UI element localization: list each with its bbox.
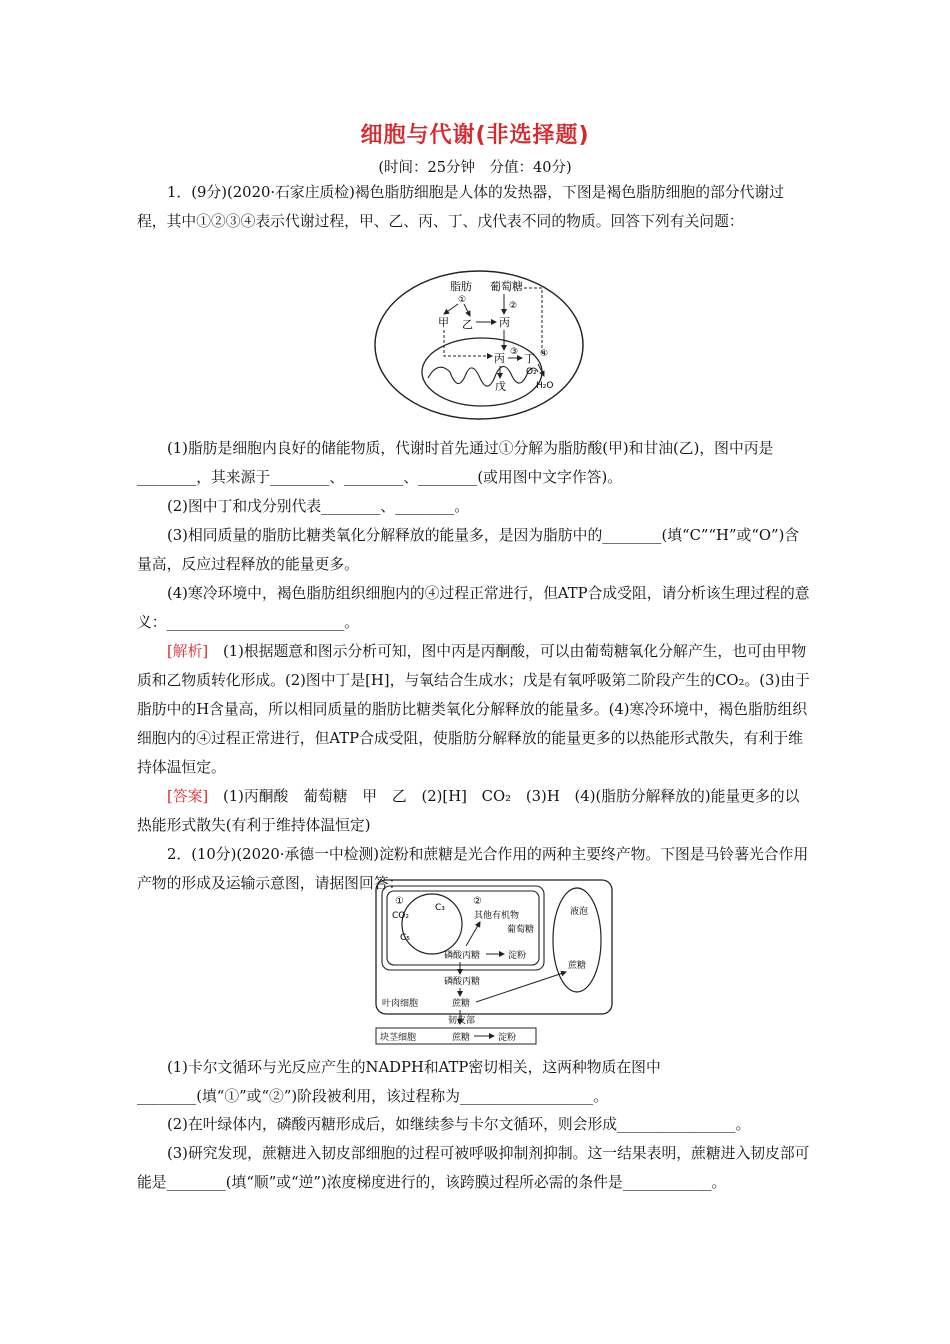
bing-label: 丙 bbox=[499, 316, 510, 329]
q2-sub1: (1)卡尔文循环与光反应产生的NADPH和ATP密切相关，这两种物质在图中________(填“①”或“②”)阶段被利用，该过程称为__________________。 bbox=[137, 1059, 661, 1105]
cell-outline bbox=[375, 271, 583, 419]
q1-sub3: (3)相同质量的脂肪比糖类氧化分解释放的能量多，是因为脂肪中的________(填“C”“H”或“O”)含量高，反应过程释放的能量更多。 bbox=[137, 527, 800, 573]
starch-1-label: 淀粉 bbox=[508, 951, 527, 961]
co2-label: CO₂ bbox=[392, 911, 409, 921]
question-1-stem: 1．(9分)(2020·石家庄质检)褐色脂肪细胞是人体的发热器，下图是褐色脂肪细胞的部分代谢过程，其中①②③④表示代谢过程，甲、乙、丙、丁、戊代表不同的物质。回答下列有关问题： bbox=[137, 184, 784, 230]
process-4-label: ④ bbox=[540, 349, 549, 359]
stage-1-label: ① bbox=[395, 896, 404, 907]
process-1-label: ① bbox=[458, 295, 467, 305]
brown-fat-cell-diagram bbox=[372, 268, 586, 422]
page-title: 细胞与代谢(非选择题) bbox=[360, 123, 590, 148]
c3-label: C₃ bbox=[435, 903, 445, 913]
q1-sub1: (1)脂肪是细胞内良好的储能物质，代谢时首先通过①分解为脂肪酸(甲)和甘油(乙)，图中丙是________，其来源于________、________、________(或用图中文字作答)。 bbox=[137, 440, 774, 486]
c5-label: C₅ bbox=[400, 933, 410, 943]
tuber-starch-label: 淀粉 bbox=[498, 1033, 517, 1043]
page-subtitle: (时间：25分钟 分值：40分) bbox=[378, 160, 572, 176]
h2o-label: H₂O bbox=[536, 381, 554, 391]
calvin-cycle bbox=[402, 894, 462, 954]
jia-label: 甲 bbox=[438, 316, 449, 329]
mitochondrion-cristae bbox=[428, 366, 538, 386]
yi-label: 乙 bbox=[462, 318, 473, 331]
triose-phosphate-1-label: 磷酸丙糖 bbox=[444, 951, 481, 961]
triose-phosphate-2-label: 磷酸丙糖 bbox=[444, 977, 481, 987]
wu-label: 戊 bbox=[495, 380, 506, 393]
vacuole-outline bbox=[553, 888, 601, 992]
o2-label: O₂ bbox=[526, 367, 537, 377]
tuber-sucrose-label: 蔗糖 bbox=[452, 1033, 471, 1043]
glucose-label-2: 葡萄糖 bbox=[507, 925, 535, 935]
process-3-label: ③ bbox=[510, 347, 519, 357]
q1-analysis bbox=[137, 637, 813, 782]
stage-2-label: ② bbox=[473, 896, 482, 907]
q2-sub2: (2)在叶绿体内，磷酸丙糖形成后，如继续参与卡尔文循环，则会形成________________。 bbox=[167, 1116, 751, 1133]
vacuole-sucrose-label: 蔗糖 bbox=[568, 961, 587, 971]
mesophyll-cell-box bbox=[376, 880, 612, 1014]
q1-sub4: (4)寒冷环境中，褐色脂肪组织细胞内的④过程正常进行，但ATP合成受阻，请分析该生理过程的意义：________________________。 bbox=[137, 585, 810, 631]
glucose-label: 葡萄糖 bbox=[490, 280, 523, 293]
fat-label: 脂肪 bbox=[450, 280, 472, 293]
potato-photosynthesis-diagram bbox=[370, 878, 616, 1046]
answer-tag: [答案] bbox=[167, 788, 209, 805]
vacuole-label: 液泡 bbox=[570, 907, 589, 917]
ding-label: 丁 bbox=[524, 352, 535, 365]
question-2-stem: 2．(10分)(2020·承德一中检测)淀粉和蔗糖是光合作用的两种主要终产物。下图是马铃薯光合作用产物的形成及运输示意图，请据图回答： bbox=[137, 846, 809, 892]
process-2-label: ② bbox=[509, 301, 518, 311]
sucrose-label: 蔗糖 bbox=[452, 999, 471, 1009]
answer-text: (1)丙酮酸 葡萄糖 甲 乙 (2)[H] CO₂ (3)H (4)(脂肪分解释放的)能量更多的以热能形式散失(有利于维持体温恒定) bbox=[137, 788, 800, 834]
mesophyll-cell-label: 叶肉细胞 bbox=[382, 999, 419, 1009]
q1-answer bbox=[137, 782, 813, 840]
mitochondrion-outer bbox=[422, 338, 542, 406]
phloem-label: 韧皮部 bbox=[448, 1016, 476, 1026]
bing2-label: 丙 bbox=[494, 352, 505, 365]
analysis-tag: [解析] bbox=[167, 643, 209, 660]
q2-sub3: (3)研究发现，蔗糖进入韧皮部细胞的过程可被呼吸抑制剂抑制。这一结果表明，蔗糖进入韧皮部可能是________(填“顺”或“逆”)浓度梯度进行的，该跨膜过程所必需的条件是____________。 bbox=[137, 1145, 810, 1191]
other-organics-label: 其他有机物 bbox=[474, 911, 520, 921]
tuber-cell-label: 块茎细胞 bbox=[380, 1033, 417, 1043]
analysis-text: (1)根据题意和图示分析可知，图中丙是丙酮酸，可以由葡萄糖氧化分解产生，也可由甲物质和乙物质转化形成。(2)图中丁是[H]，与氧结合生成水；戊是有氧呼吸第二阶段产生的CO₂。(3)由于脂肪中的H含量高，所以相同质量的脂肪比糖类氧化分解释放的能量多。(4)寒冷环境中，褐色脂肪组织细胞内的④过程正常进行，但ATP合成受阻，使脂肪分解释放的能量更多的以热能形式散失，有利于维持体温恒定。 bbox=[137, 643, 810, 776]
q1-sub2: (2)图中丁和戊分别代表________、________。 bbox=[167, 498, 470, 515]
